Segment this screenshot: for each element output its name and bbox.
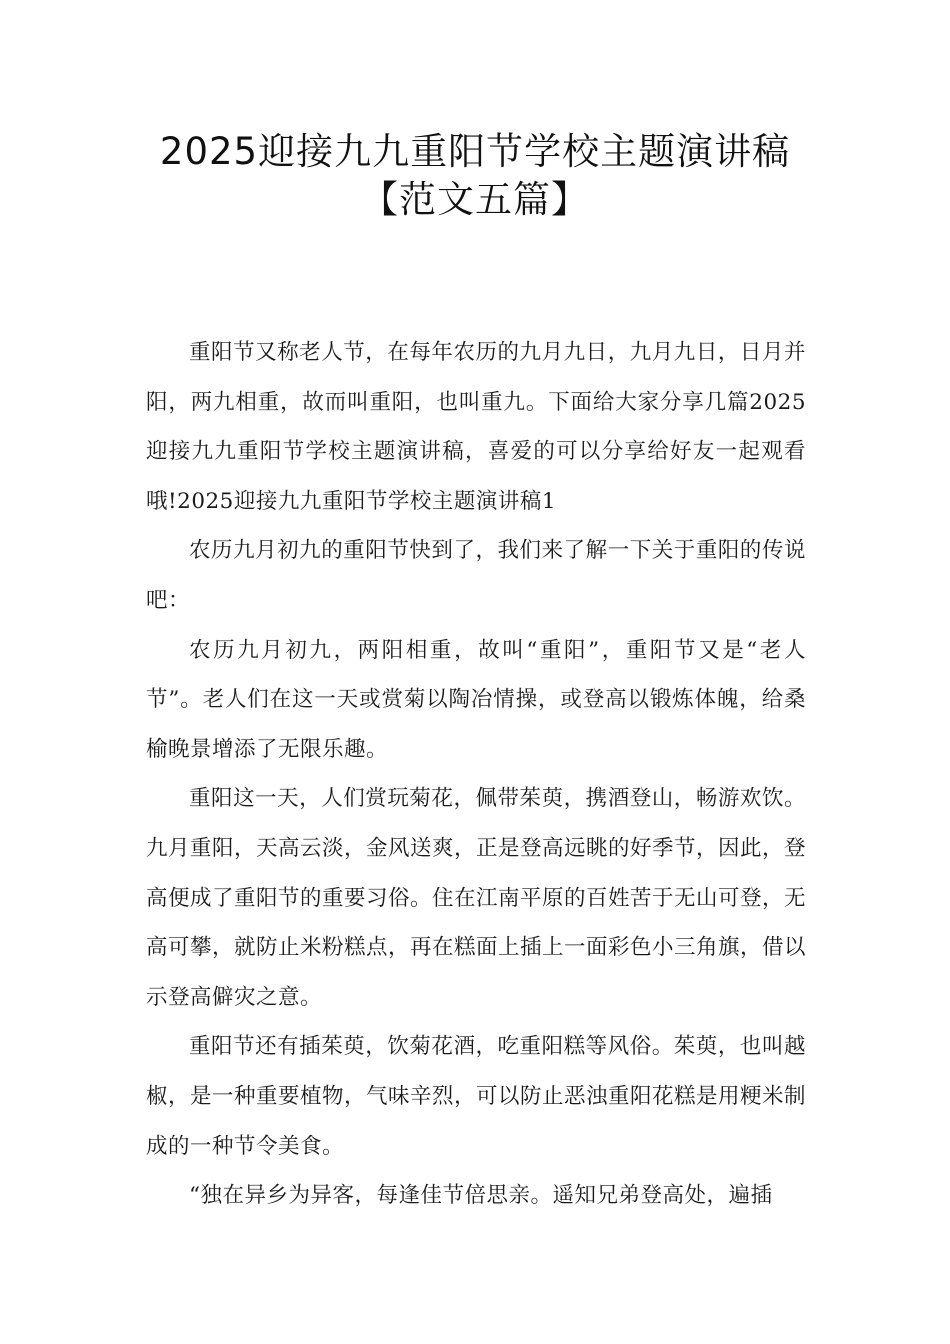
title-line-2: 【范文五篇】 (361, 178, 589, 221)
document-title (0, 128, 950, 224)
document-body (146, 328, 806, 1221)
paragraph: 重阳节又称老人节，在每年农历的九月九日，九月九日，日月并阳，两九相重，故而叫重阳，也叫重九。下面给大家分享几篇2025迎接九九重阳节学校主题演讲稿，喜爱的可以分享给好友一起观看哦!2025迎接九九重阳节学校主题演讲稿1 (146, 340, 806, 514)
paragraph: 农历九月初九，两阳相重，故叫“重阳”，重阳节又是“老人节”。老人们在这一天或赏菊以陶冶情操，或登高以锻炼体魄，给桑榆晚景增添了无限乐趣。 (146, 637, 806, 762)
paragraph: 农历九月初九的重阳节快到了，我们来了解一下关于重阳的传说吧： (146, 538, 806, 613)
paragraph: 重阳节还有插茱萸，饮菊花酒，吃重阳糕等风俗。茱萸，也叫越椒，是一种重要植物，气味辛烈，可以防止恶浊重阳花糕是用粳米制成的一种节令美食。 (146, 1034, 807, 1159)
paragraph: “独在异乡为异客，每逢佳节倍思亲。遥知兄弟登高处，遍插 (189, 1183, 773, 1209)
paragraph: 重阳这一天，人们赏玩菊花，佩带茱萸，携酒登山，畅游欢饮。九月重阳，天高云淡，金风送爽，正是登高远眺的好季节，因此，登高便成了重阳节的重要习俗。住在江南平原的百姓苦于无山可登，无高可攀，就防止米粉糕点，再在糕面上插上一面彩色小三角旗，借以示登高僻灾之意。 (146, 786, 807, 1010)
title-line-1: 2025迎接九九重阳节学校主题演讲稿 (159, 130, 791, 173)
